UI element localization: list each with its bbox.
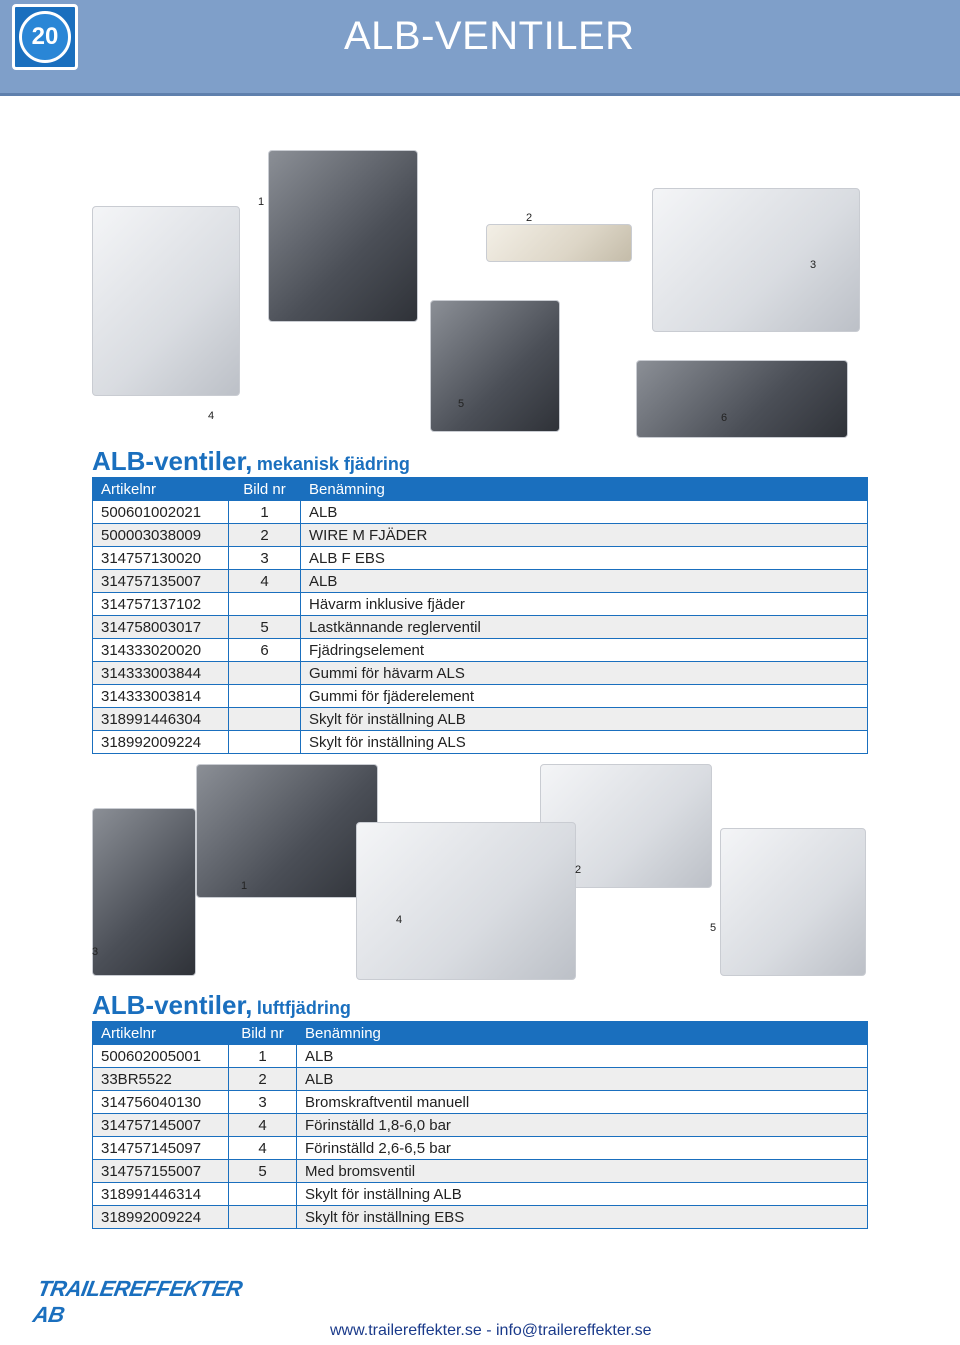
- cell-benamning: Hävarm inklusive fjäder: [301, 593, 868, 616]
- table-row: [93, 662, 868, 685]
- product-photo-4: [92, 206, 240, 396]
- cell-artikelnr: 318991446304: [93, 708, 229, 731]
- cell-bild-nr: 6: [229, 639, 301, 662]
- column-header-bild-nr: Bild nr: [229, 1022, 297, 1045]
- figure-number-mid-4: 4: [396, 914, 403, 926]
- product-photo-3: [652, 188, 860, 332]
- cell-bild-nr: [229, 1183, 297, 1206]
- figure-number-mid-1: 1: [241, 880, 248, 892]
- cell-benamning: Skylt för inställning ALS: [301, 731, 868, 754]
- cell-artikelnr: 314333003844: [93, 662, 229, 685]
- cell-benamning: Förinställd 1,8-6,0 bar: [297, 1114, 868, 1137]
- cell-artikelnr: 318992009224: [93, 1206, 229, 1229]
- table-row: [93, 616, 868, 639]
- cell-artikelnr: 314757137102: [93, 593, 229, 616]
- table-row: [93, 639, 868, 662]
- table-row: [93, 1160, 868, 1183]
- cell-bild-nr: 1: [229, 1045, 297, 1068]
- table-header-row: [93, 478, 868, 501]
- product-photo-2: [486, 224, 632, 262]
- section-title-mekanisk: [92, 446, 410, 477]
- product-photo-5: [430, 300, 560, 432]
- cell-bild-nr: [229, 685, 301, 708]
- cell-benamning: Med bromsventil: [297, 1160, 868, 1183]
- cell-benamning: Skylt för inställning ALB: [297, 1183, 868, 1206]
- cell-bild-nr: 4: [229, 1137, 297, 1160]
- table-row: [93, 1137, 868, 1160]
- cell-bild-nr: [229, 662, 301, 685]
- cell-benamning: ALB: [297, 1045, 868, 1068]
- cell-benamning: Gummi för fjäderelement: [301, 685, 868, 708]
- figure-number-6: 6: [721, 412, 728, 424]
- cell-artikelnr: 500003038009: [93, 524, 229, 547]
- cell-artikelnr: 314757145097: [93, 1137, 229, 1160]
- section-title-luftfjadring: [92, 990, 351, 1021]
- cell-bild-nr: 3: [229, 547, 301, 570]
- table-header-row: [93, 1022, 868, 1045]
- cell-bild-nr: 5: [229, 616, 301, 639]
- table-row: [93, 1206, 868, 1229]
- cell-artikelnr: 314758003017: [93, 616, 229, 639]
- cell-artikelnr: 314757130020: [93, 547, 229, 570]
- table-row: [93, 685, 868, 708]
- cell-artikelnr: 314756040130: [93, 1091, 229, 1114]
- cell-benamning: Fjädringselement: [301, 639, 868, 662]
- cell-bild-nr: [229, 593, 301, 616]
- section-title-main: ALB-ventiler,: [92, 990, 253, 1020]
- figure-number-5: 5: [458, 398, 465, 410]
- cell-benamning: ALB: [297, 1068, 868, 1091]
- table-row: [93, 593, 868, 616]
- column-header-bild-nr: Bild nr: [229, 478, 301, 501]
- footer-contact: www.trailereffekter.se - info@trailereffekter.se: [330, 1322, 652, 1339]
- column-header-benamning: Benämning: [301, 478, 868, 501]
- cell-bild-nr: [229, 1206, 297, 1229]
- figure-number-mid-2: 2: [575, 864, 582, 876]
- cell-artikelnr: 314757145007: [93, 1114, 229, 1137]
- figure-number-4: 4: [208, 410, 215, 422]
- section-title-sub: luftfjädring: [256, 998, 351, 1018]
- cell-benamning: ALB: [301, 570, 868, 593]
- page-header: [0, 0, 960, 96]
- page-number-badge: [12, 4, 78, 70]
- cell-artikelnr: 314333020020: [93, 639, 229, 662]
- table-row: [93, 1045, 868, 1068]
- page-number-ring: [19, 11, 71, 63]
- cell-benamning: Gummi för hävarm ALS: [301, 662, 868, 685]
- table-row: [93, 1091, 868, 1114]
- cell-bild-nr: [229, 731, 301, 754]
- cell-artikelnr: 318991446314: [93, 1183, 229, 1206]
- company-logo: TRAILEREFFEKTER AB: [31, 1276, 245, 1327]
- cell-benamning: Skylt för inställning ALB: [301, 708, 868, 731]
- cell-benamning: Lastkännande reglerventil: [301, 616, 868, 639]
- cell-artikelnr: 314757135007: [93, 570, 229, 593]
- cell-bild-nr: 4: [229, 570, 301, 593]
- product-photo-mid-3: [92, 808, 196, 976]
- table-row: [93, 501, 868, 524]
- column-header-artikelnr: Artikelnr: [93, 1022, 229, 1045]
- parts-table-luftfjadring: [92, 1021, 868, 1229]
- cell-benamning: WIRE M FJÄDER: [301, 524, 868, 547]
- product-photo-mid-1: [196, 764, 378, 898]
- table-row: [93, 570, 868, 593]
- cell-benamning: Förinställd 2,6-6,5 bar: [297, 1137, 868, 1160]
- cell-benamning: ALB F EBS: [301, 547, 868, 570]
- cell-bild-nr: 3: [229, 1091, 297, 1114]
- table-row: [93, 547, 868, 570]
- page-title: ALB-VENTILER: [344, 14, 635, 58]
- cell-bild-nr: 2: [229, 1068, 297, 1091]
- cell-artikelnr: 500602005001: [93, 1045, 229, 1068]
- cell-artikelnr: 500601002021: [93, 501, 229, 524]
- table-row: [93, 1068, 868, 1091]
- cell-benamning: Skylt för inställning EBS: [297, 1206, 868, 1229]
- product-photo-mid-5: [720, 828, 866, 976]
- column-header-artikelnr: Artikelnr: [93, 478, 229, 501]
- cell-artikelnr: 314757155007: [93, 1160, 229, 1183]
- parts-table-mekanisk: [92, 477, 868, 754]
- cell-artikelnr: 318992009224: [93, 731, 229, 754]
- product-photo-6: [636, 360, 848, 438]
- product-photo-1: [268, 150, 418, 322]
- table-row: [93, 1114, 868, 1137]
- figure-number-3: 3: [810, 259, 817, 271]
- cell-benamning: ALB: [301, 501, 868, 524]
- table-row: [93, 1183, 868, 1206]
- table-row: [93, 731, 868, 754]
- cell-bild-nr: 1: [229, 501, 301, 524]
- figure-number-mid-5: 5: [710, 922, 717, 934]
- figure-number-mid-3: 3: [92, 946, 99, 958]
- section-title-main: ALB-ventiler,: [92, 446, 253, 476]
- cell-bild-nr: 4: [229, 1114, 297, 1137]
- table-row: [93, 524, 868, 547]
- figure-number-2: 2: [526, 212, 533, 224]
- cell-bild-nr: 2: [229, 524, 301, 547]
- cell-benamning: Bromskraftventil manuell: [297, 1091, 868, 1114]
- product-photo-mid-4: [356, 822, 576, 980]
- page-number: 20: [31, 23, 59, 50]
- cell-bild-nr: [229, 708, 301, 731]
- figure-number-1: 1: [258, 196, 265, 208]
- cell-bild-nr: 5: [229, 1160, 297, 1183]
- column-header-benamning: Benämning: [297, 1022, 868, 1045]
- cell-artikelnr: 314333003814: [93, 685, 229, 708]
- section-title-sub: mekanisk fjädring: [256, 454, 410, 474]
- cell-artikelnr: 33BR5522: [93, 1068, 229, 1091]
- table-row: [93, 708, 868, 731]
